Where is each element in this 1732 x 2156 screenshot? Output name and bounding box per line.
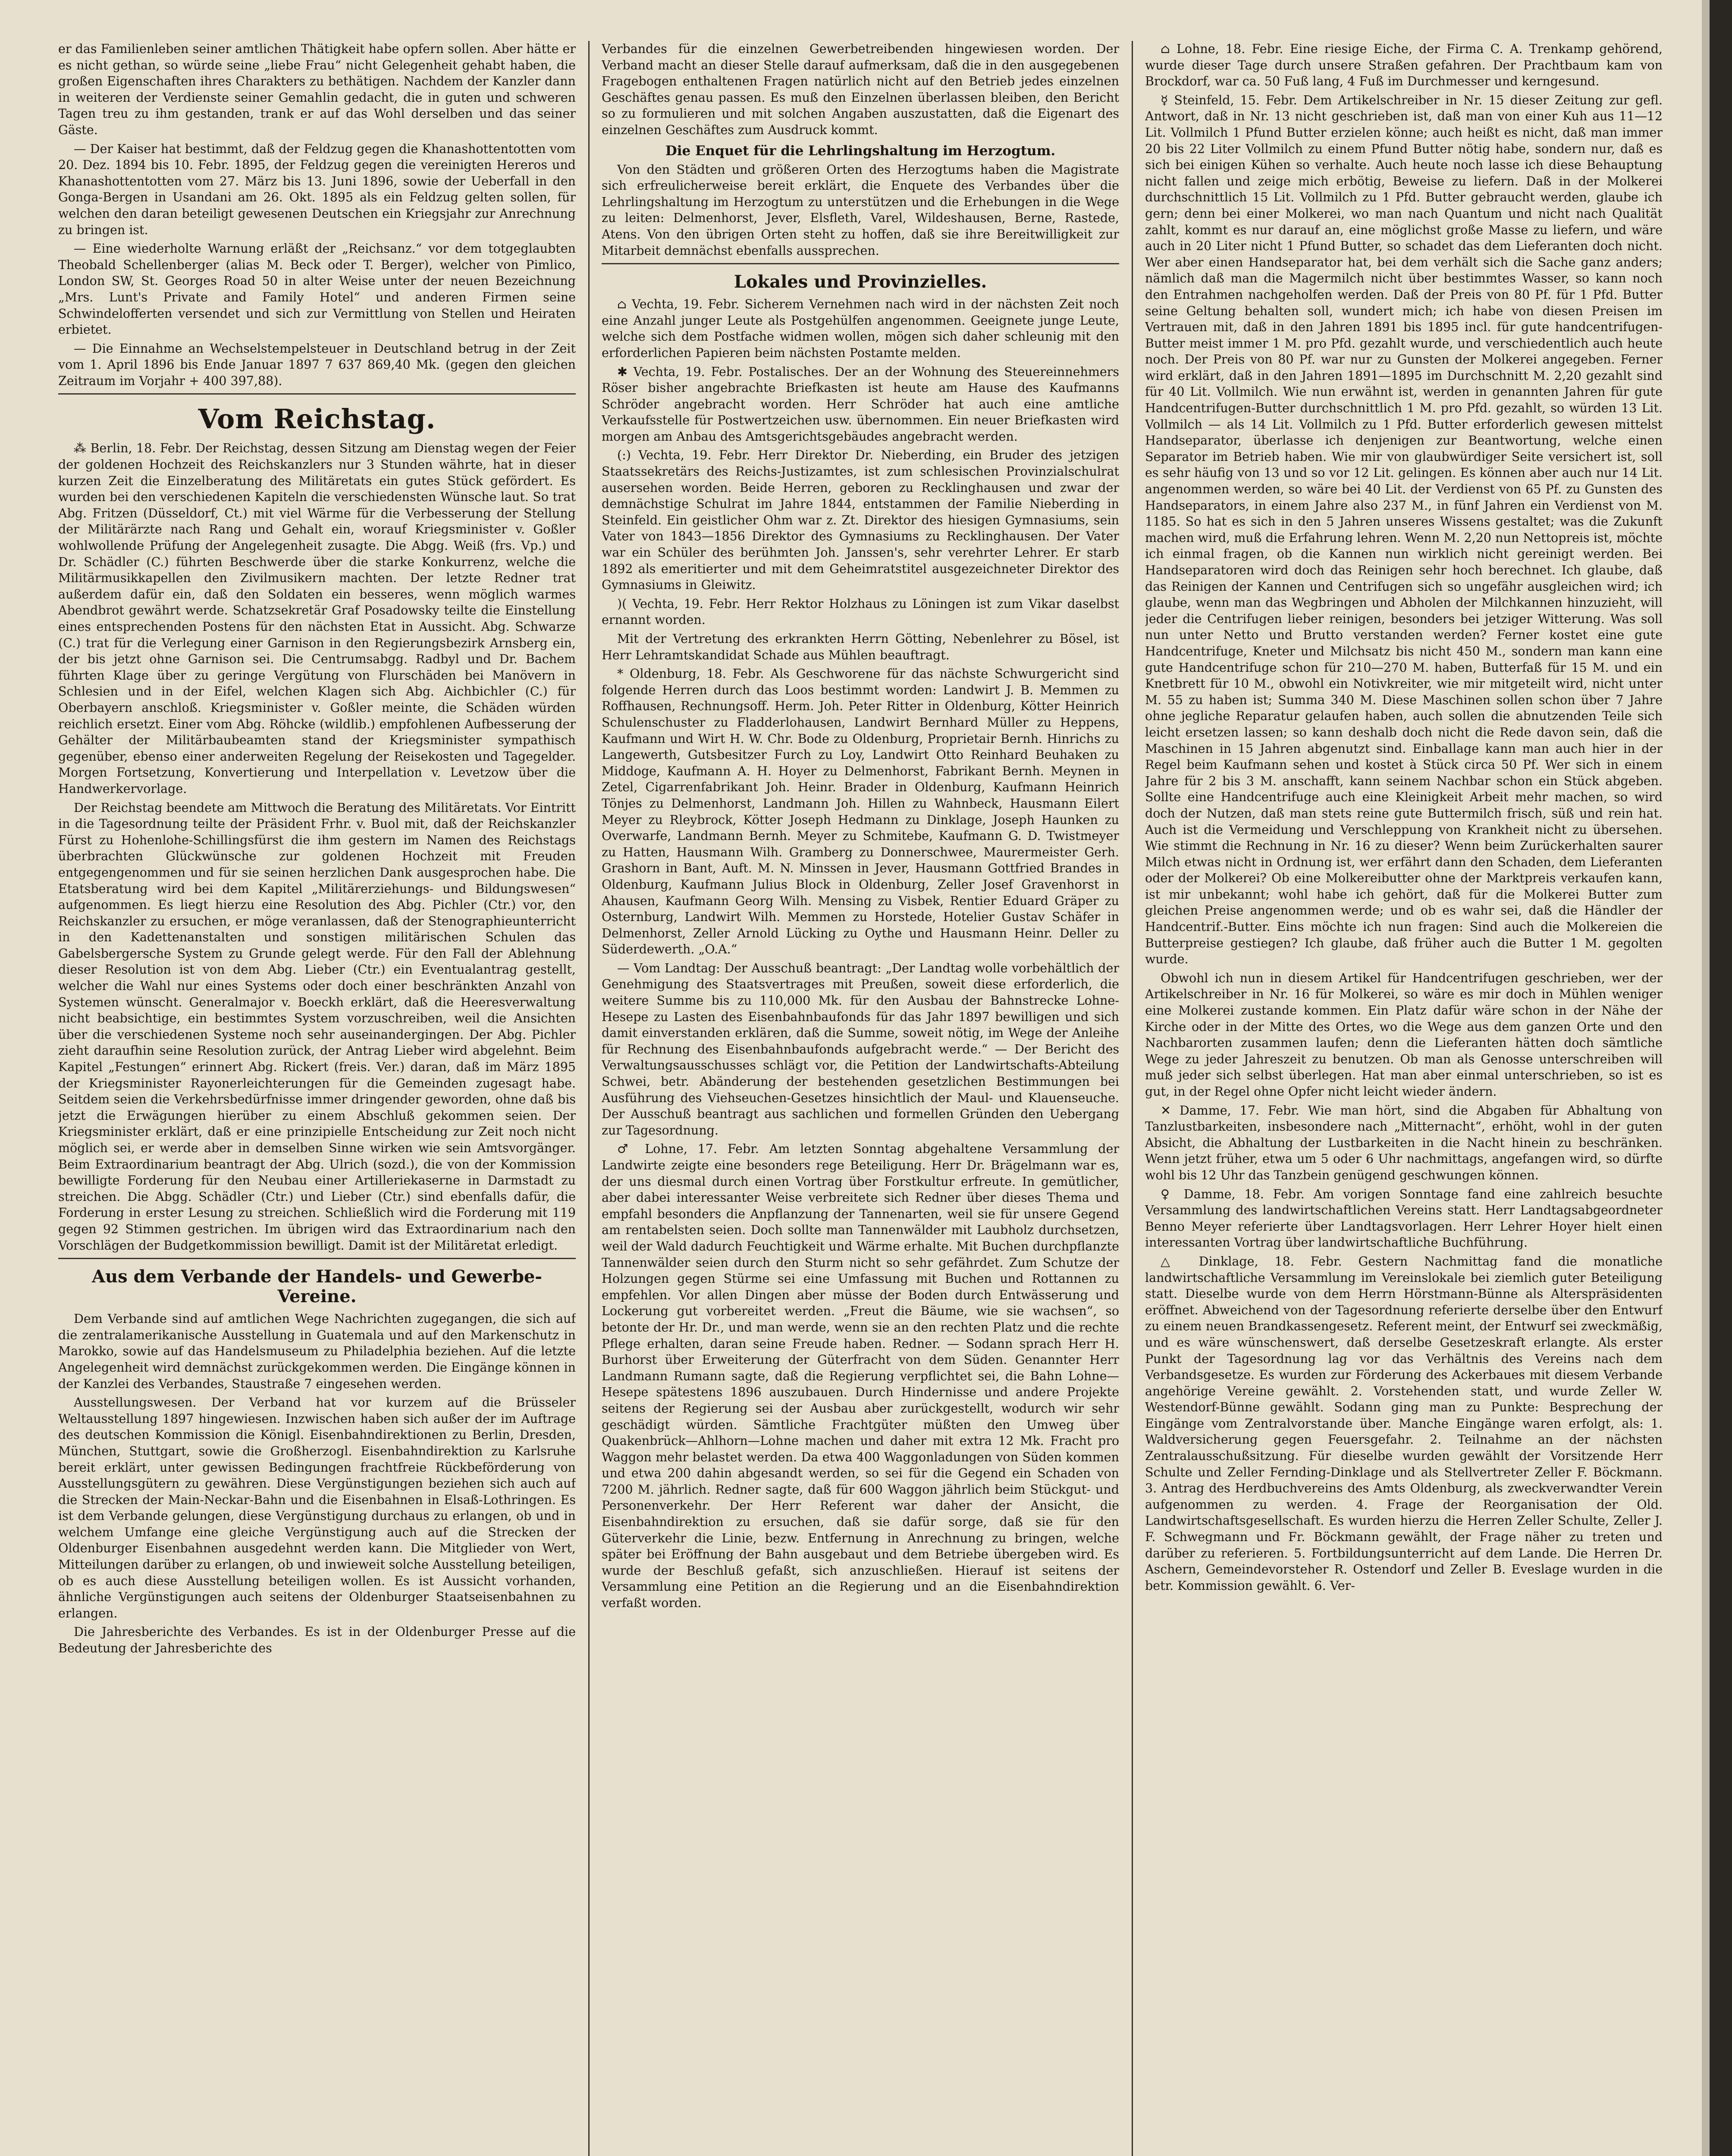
article-damme-2: ♀ Damme, 18. Febr. Am vorigen Sonntage fand eine zahlreich besuchte Versammlung des landwirtschaftlichen Vereins statt. Herr Landtagsabgeordneter Benno Meyer referierte über Landtagsvorlagen. Herr Lehrer Hoyer hielt einen interessanten Vortrag über landwirtschaftliche Buchführung. — [1145, 1187, 1663, 1250]
article-jahresberichte: Die Jahresberichte des Verbandes. Es ist in der Oldenburger Presse auf die Bedeutung der Jahresberichte des — [58, 1625, 576, 1656]
article-vechta-1: ⌂ Vechta, 19. Febr. Sicherem Vernehmen nach wird in der nächsten Zeit noch eine Anzahl junger Leute als Postgehülfen angenommen. Geeignete junge Leute, welche sich dem Postfache widmen wollen, mögen sich daher schleunig mit den erforderlichen Papieren beim nächsten Postamte melden. — [602, 297, 1119, 360]
section-heading-reichstag: Vom Reichstag. — [198, 403, 436, 435]
article-vechta-4: )( Vechta, 19. Febr. Herr Rektor Holzhaus zu Löningen ist zum Vikar daselbst ernannt worden. — [602, 596, 1119, 627]
scan-border — [1710, 0, 1732, 2156]
article-reichstag-1: ⁂ Berlin, 18. Febr. Der Reichstag, dessen Sitzung am Dienstag wegen der Feier der goldenen Hochzeit des Reichskanzlers nur 3 Stunden währte, hat in dieser kurzen Zeit die Einzelberatung des Militäretats ein gutes Stück gefördert. Es wurden bei den verschiedenen Kapiteln die verschiedensten Wünsche laut. So trat Abg. Fritzen (Düsseldorf, Ct.) mit viel Wärme für die Verbesserung der Stellung der Militärärzte nach Rang und Gehalt ein, worauf Kriegsminister v. Goßler wohlwollende Prüfung der Angelegenheit zusagte. Die Abgg. Weiß (frs. Vp.) und Dr. Schädler (C.) führten Beschwerde über die starke Konkurrenz, welche die Militärmusikkapellen den Zivilmusikern machten. Der letzte Redner trat außerdem dafür ein, daß den Soldaten ein besseres, wenn möglich warmes Abendbrot gewährt werde. Schatzsekretär Graf Posadowsky teilte die Einstellung eines entsprechenden Postens für den nächsten Etat in Aussicht. Abg. Schwarze (C.) trat für die Verlegung einer Garnison in den Regierungsbezirk Arnsberg ein, der bis jetzt ohne Garnison sei. Die Centrumsabgg. Radbyl und Dr. Bachem führten Klage über zu geringe Vergütung von Flurschäden bei Manövern in Schlesien und in der Eifel, welchen Klagen sich Abg. Aichbichler (C.) für Oberbayern anschloß. Kriegsminister v. Goßler meinte, die Schäden würden reichlich ersetzt. Einer vom Abg. Röhcke (wildlib.) empfohlenen Aufbesserung der Gehälter der Militärbaubeamten stand der Kriegsminister sympathisch gegenüber, ebenso einer anderweiten Regelung der Reisekosten und Tagegelder. Morgen Fortsetzung, Konvertierung und Interpellation v. Levetzow über die Handwerkervorlage. — [58, 441, 576, 796]
article-dinklage: △ Dinklage, 18. Febr. Gestern Nachmittag fand die monatliche landwirtschaftliche Versammlung im Vereinslokale bei ziemlich guter Beteiligung statt. Dieselbe wurde von dem Herrn Hörstmann-Bünne als Alterspräsidenten eröffnet. Abweichend von der Tagesordnung referierte derselbe über den Entwurf zu einem neuen Brandkassengesetz. Referent meint, der Entwurf sei zweckmäßig, und es wäre wünschenswert, daß derselbe Gesetzeskraft erlangte. Als erster Punkt der Tagesordnung lag vor das Verhältnis des Vereins nach dem Verbandsgesetze. Es wurden zur Förderung des Ackerbaues mit diesem Verbande angehörige Vereine gewählt. 2. Vorstehenden statt, und wurde Zeller W. Westendorf-Bünne gewählt. Sodann ging man zu Punkte: Besprechung der Eingänge vom Zentralvorstande über. Manche Eingänge waren erfolgt, als: 1. Waldversicherung gegen Feuersgefahr. 2. Teilnahme an der nächsten Zentralausschußsitzung. Für dieselbe wurden gewählt der Vorsitzende Herr Schulte und Zeller Fernding-Dinklage und als Stellvertreter Zeller F. Böckmann. 3. Antrag des Herdbuchvereins des Amts Oldenburg, als zweckverwandter Verein aufgenommen zu werden. 4. Frage der Reorganisation der Old. Landwirtschaftsgesellschaft. Es wurden hierzu die Herren Zeller Schulte, Zeller J. F. Schwegmann und Fr. Böckmann gewählt, der Frage näher zu treten und darüber zu referieren. 5. Fortbildungsunterricht auf dem Lande. Die Herren Dr. Aschern, Gemeindevorsteher R. Ostendorf und Zeller B. Eveslage wurden in die betr. Kommission gewählt. 6. Ver- — [1145, 1254, 1663, 1593]
divider — [602, 263, 1119, 264]
article-wechselstempel: — Die Einnahme an Wechselstempelsteuer in Deutschland betrug in der Zeit vom 1. April 1896 bis Ende Januar 1897 7 637 869,40 Mk. (gegen den gleichen Zeitraum im Vorjahr + 400 397,88). — [58, 341, 576, 388]
article-reichstag-2: Der Reichstag beendete am Mittwoch die Beratung des Militäretats. Vor Eintritt in die Tagesordnung teilte der Präsident Frhr. v. Buol mit, daß der Reichskanzler Fürst zu Hohenlohe-Schillingsfürst die ihm gestern im Namen des Reichstags überbrachten Glückwünsche zur goldenen Hochzeit mit Freuden entgegengenommen und für sie seinen herzlichen Dank ausgesprochen habe. Die Etatsberatung wird bei dem Kapitel „Militärerziehungs- und Bildungswesen“ aufgenommen. Es liegt hierzu eine Resolution des Abg. Pichler (Ctr.) vor, den Reichskanzler zu ersuchen, er möge veranlassen, daß der Stenographieunterricht in den Kadettenanstalten und sonstigen militärischen Schulen das Gabelsbergersche System zu Grunde gelegt werde. Für den Fall der Ablehnung dieser Resolution ist von dem Abg. Lieber (Ctr.) ein Eventualantrag gestellt, welcher die Wahl nur eines Systems oder doch einer beschränkten Anzahl von Systemen wünscht. Generalmajor v. Boeckh erklärt, daß die Heeresverwaltung nicht beabsichtige, ein bestimmtes System vorzuschreiben, weil die Ansichten über die verschiedenen Systeme noch sehr auseinandergingen. Der Abg. Pichler zieht daraufhin seine Resolution zurück, der Antrag Lieber wird abgelehnt. Beim Kapitel „Festungen“ erinnert Abg. Rickert (freis. Ver.) daran, daß im März 1895 der Kriegsminister Rayonerleichterungen für die Gemeinden zugesagt habe. Seitdem seien die Verkehrsbedürfnisse immer dringender geworden, ohne daß bis jetzt die Erwägungen hierüber zu einem Abschluß gekommen seien. Der Kriegsminister erklärt, daß er eine prinzipielle Entscheidung zur Zeit noch nicht möglich sei, er werde aber in demselben Sinne wirken wie sein Amtsvorgänger. Beim Extraordinarium beantragt der Abg. Ulrich (sozd.), die von der Kommission bewilligte Forderung für den Neubau einer Artilleriekaserne in Darmstadt zu streichen. Die Abgg. Schädler (Ctr.) und Lieber (Ctr.) sind ebenfalls dafür, die Forderung in erster Lesung zu streichen. Schließlich wird die Forderung mit 119 gegen 92 Stimmen gestrichen. Im übrigen wird das Extraordinarium nach den Vorschlägen der Budgetkommission bewilligt. Damit ist der Militäretat erledigt. — [58, 800, 576, 1253]
article-lohne-eiche: ⌂ Lohne, 18. Febr. Eine riesige Eiche, der Firma C. A. Trenkamp gehörend, wurde dieser Tage durch unsere Straßen gefahren. Der Prachtbaum kam von Brockdorf, war ca. 50 Fuß lang, 4 Fuß im Durchmesser und kerngesund. — [1145, 42, 1663, 89]
column-rule — [588, 41, 590, 2156]
column-rule — [1132, 41, 1133, 2156]
article-oldenburg: * Oldenburg, 18. Febr. Als Geschworene für das nächste Schwurgericht sind folgende Herren durch das Loos bestimmt worden: Landwirt J. B. Memmen zu Roffhausen, Rechnungsoff. Herm. Joh. Peter Ritter in Oldenburg, Kötter Heinrich Schulenschuster zu Fladderlohausen, Landwirt Bernhard Müller zu Heppens, Kaufmann und Wirt H. W. Chr. Bode zu Oldenburg, Proprietair Bernh. Hinrichs zu Langewerth, Gutsbesitzer Furch zu Loy, Landwirt Otto Reinhard Beuhaken zu Middoge, Kaufmann A. H. Hoyer zu Delmenhorst, Fabrikant Bernh. Meynen in Zetel, Cigarrenfabrikant Joh. Heinr. Brader in Oldenburg, Kaufmann Heinrich Tönjes zu Delmenhorst, Landmann Joh. Hillen zu Wahnbeck, Hausmann Eilert Meyer zu Rleybrock, Kötter Joseph Hedmann zu Dinklage, Joseph Haunken zu Overwarfe, Landmann Bernh. Meyer zu Schmitebe, Kaufmann G. D. Twistmeyer zu Hatten, Hausmann Wilh. Gramberg zu Donnerschwee, Maurermeister Gerh. Grashorn in Bant, Auft. M. N. Minssen in Jever, Hausmann Gottfried Brandes in Oldenburg, Kaufmann Julius Block in Oldenburg, Zeller Josef Gravenhorst in Ahausen, Kaufmann Georg Wilh. Mensing zu Visbek, Rentier Eduard Gräper zu Osternburg, Landwirt Wilh. Memmen zu Horstede, Hotelier Gustav Schäfer in Delmenhorst, Zeller Arnold Lücking zu Oythe und Hausmann Heinr. Deller zu Süderdewerth. „O.A.“ — [602, 667, 1119, 957]
article-vechta-2: ✱ Vechta, 19. Febr. Postalisches. Der an der Wohnung des Steuereinnehmers Röser bisher angebrachte Briefkasten ist heute am Hause des Kaufmanns Schröder angebracht worden. Herr Schröder hat auch eine amtliche Verkaufsstelle für Postwertzeichen usw. übernommen. Ein neuer Briefkasten wird morgen am Anbau des Amtsgerichtsgebäudes angebracht werden. — [602, 364, 1119, 444]
article-text: Verbandes für die einzelnen Gewerbetreibenden hingewiesen worden. Der Verband macht an dieser Stelle darauf aufmerksam, daß die in den ausgegebenen Fragebogen enthaltenen Fragen natürlich nicht auf den Betrieb jedes einzelnen Geschäftes genau passen. Es muß den Einzelnen überlassen bleiben, den Bericht so zu formulieren und mit solchen Angaben auszustatten, daß die Eigenart des einzelnen Geschäftes zum Ausdruck kommt. — [602, 42, 1119, 137]
section-heading-enquet: Die Enquet für die Lehrlingshaltung im Herzogtum. — [665, 143, 1056, 159]
article-text: er das Familienleben seiner amtlichen Thätigkeit habe opfern sollen. Aber hätte er es nicht gethan, so würde seine „liebe Frau“ nicht Gelegenheit gehabt haben, die großen Eigenschaften ihres Charakters zu bethätigen. Nachdem der Kanzler dann in weiteren der Verdienste seiner Gemahlin gedacht, die in guten und schweren Tagen treu zu ihm gestanden, trank er auf das Wohl derselben und das seiner Gäste. — [58, 42, 576, 137]
divider — [58, 1258, 576, 1259]
article-enquet: Von den Städten und größeren Orten des Herzogtums haben die Magistrate sich erfreulicherweise bereit erklärt, die Enquete des Verbandes über die Lehrlingshaltung im Herzogtum zu unterstützen und die Erhebungen in die Wege zu leiten: Delmenhorst, Jever, Elsfleth, Varel, Wildeshausen, Berne, Rastede, Atens. Von den übrigen Orten steht zu hoffen, daß sie ihre Bereitwilligkeit zur Mitarbeit demnächst ebenfalls aussprechen. — [602, 162, 1119, 258]
article-landtag: — Vom Landtag: Der Ausschuß beantragt: „Der Landtag wolle vorbehältlich der Genehmigung des Staatsvertrages mit Preußen, soweit diese erforderlich, die weitere Summe bis zu 110,000 Mk. für den Ausbau der Bahnstrecke Lohne-Hesepe zu Lasten des Eisenbahnbaufonds für das Jahr 1897 bewilligen und sich damit einverstanden erklären, daß die Summe, soweit nötig, im Wege der Anleihe für Rechnung des Eisenbahnbaufonds aufgebracht werde.“ — Der Bericht des Verwaltungsausschusses schlägt vor, die Petition der Landwirtschafts-Abteilung Schwei, betr. Abänderung der bestehenden gesetzlichen Bestimmungen bei Ausführung des Viehseuchen-Gesetzes hinsichtlich der Maul- und Klauenseuche. Der Ausschuß beantragt aus sachlichen und formellen Gründen den Uebergang zur Tagesordnung. — [602, 961, 1119, 1138]
article-vechta-3: (:) Vechta, 19. Febr. Herr Direktor Dr. Nieberding, ein Bruder des jetzigen Staatssekretärs des Reichs-Justizamtes, ist zum schlesischen Provinzialschulrat ausersehen worden. Beide Herren, geboren zu Recklinghausen und zwar der demnächstige Schulrat im Jahre 1844, entstammen der Familie Nieberding in Steinfeld. Ein geistlicher Ohm war z. Zt. Direktor des hiesigen Gymnasiums, sein Vater von 1843—1856 Direktor des Gymnasiums zu Recklinghausen. Der Vater war ein Schüler des berühmten Joh. Janssen's, sehr verehrter Lehrer. Er starb 1892 als emeritierter und mit dem Geheimratstitel ausgezeichneter Direktor des Gymnasiums in Gleiwitz. — [602, 448, 1119, 592]
article-damme-1: ✕ Damme, 17. Febr. Wie man hört, sind die Abgaben für Abhaltung von Tanzlustbarkeiten, insbesondere nach „Mitternacht“, erhöht, wohl in der guten Absicht, die Abhaltung der Lustbarkeiten in die Nacht hinein zu beschränken. Wenn jetzt früher, etwa um 5 oder 6 Uhr nachmittags, angefangen wird, so dürfte wohl bis 12 Uhr das Tanzbein genügend geschwungen können. — [1145, 1103, 1663, 1182]
divider — [58, 393, 576, 395]
article-vechta-5: Mit der Vertretung des erkrankten Herrn Götting, Nebenlehrer zu Bösel, ist Herr Lehramtskandidat Schade aus Mühlen beauftragt. — [602, 632, 1119, 662]
section-heading-lokales: Lokales und Provinzielles. — [734, 272, 987, 292]
newspaper-page — [58, 41, 1663, 2156]
scan-shadow — [1702, 0, 1710, 2156]
section-heading-verband: Aus dem Verbande der Handels- und Gewerbe-Vereine. — [92, 1266, 542, 1307]
column-3 — [1145, 41, 1663, 2156]
column-1 — [58, 41, 576, 2156]
article-ausstellungswesen: Ausstellungswesen. Der Verband hat vor kurzem auf die Brüsseler Weltausstellung 1897 hingewiesen. Inzwischen haben sich außer der im Auftrage des deutschen Kommission die Königl. Eisenbahndirektionen zu Berlin, Dresden, München, Stuttgart, sowie die Großherzogl. Eisenbahndirektion zu Karlsruhe bereit erklärt, unter gewissen Bedingungen frachtfreie Rückbeförderung von Ausstellungsgütern zu gewähren. Diese Vergünstigungen beziehen sich auch auf die Strecken der Main-Neckar-Bahn und die Eisenbahnen in Elsaß-Lothringen. Es ist dem Verbande gelungen, diese Vergünstigung durchaus zu erlangen, ob und in welchem Umfange eine gleiche Vergünstigung auch auf die Strecken der Oldenburger Eisenbahnen ausgedehnt werden kann. Die Mitglieder von Wert, Mitteilungen darüber zu erlangen, ob und inwieweit solche Ausstellung beteiligen, ob es auch diese Ausstellung beteiligen wollen. Es ist Aussicht vorhanden, ähnliche Vergünstigungen auch seitens der Oldenburger Staatseisenbahnen zu erlangen. — [58, 1395, 576, 1620]
column-2 — [602, 41, 1119, 2156]
article-steinfeld-2: Obwohl ich nun in diesem Artikel für Handcentrifugen geschrieben, wer der Artikelschreiber in Nr. 16 für Molkerei, so wäre es mir doch in Mühlen weniger eine Molkerei zustande kommen. Ein Platz dafür wäre schon in der Nähe der Kirche oder in der Mitte des Ortes, wo die Wege aus dem ganzen Orte und den Nachbarorten zusammen laufen; denn die Lieferanten hätten doch sämtliche Wege zu jeder Jahreszeit zu benutzen. Ob man als Genosse unterschreiben will muß jeder sich selbst überlegen. Hat man aber einmal unterschrieben, so ist es gut, in der Regel ohne Opfer nicht leicht wieder ändern. — [1145, 971, 1663, 1099]
article-steinfeld: ☿ Steinfeld, 15. Febr. Dem Artikelschreiber in Nr. 15 dieser Zeitung zur gefl. Antwort, daß in Nr. 13 nicht geschrieben ist, daß man von einer Kuh aus 11—12 Lit. Vollmilch 1 Pfund Butter erzielen könne; auch heißt es nicht, daß man immer 20 bis 22 Liter Vollmilch zu einem Pfund Butter nötig habe, sondern nur, daß es sich bei einigen Kühen so verhalte. Auch heute noch lasse ich diese Behauptung nicht fallen und zeige mich erbötig, Beweise zu liefern. Daß in der Molkerei durchschnittlich 15 Lit. Vollmilch zu 1 Pfd. Butter gebraucht werden, glaube ich gern; denn bei einer Molkerei, wo man nach Quantum und nicht nach Qualität zahlt, kommt es nur darauf an, eine möglichst große Masse zu liefern, und wäre auch in 20 Liter nicht 1 Pfund Butter, so schadet das dem Lieferanten doch nicht. Wer aber einen Handseparator hat, bei dem verhält sich die Sache ganz anders; nämlich daß man die Magermilch nicht über bestimmtes Wasser, so kann noch den Entrahmen nachgeholfen werden. Daß der Preis von 80 Pf. für 1 Pfd. Butter seine Geltung behalten soll, wundert mich; ich habe von diesen Preisen im Vertrauen mit, daß in den Jahren 1891 bis 1895 incl. für gute handcentrifugen-Butter meist immer 1 M. pro Pfd. gezahlt wurde, und verschiedentlich auch heute noch. Der Preis von 80 Pf. war nur zu Gunsten der Molkerei angegeben. Ferner wird erklärt, daß in den Jahren 1891—1895 im Durchschnitt M. 2,20 gezahlt sind für 40 Lit. Vollmilch. Wie nun erwähnt ist, werden in genannten Jahren für gute Handcentrifugen-Butter durchschnittlich 1 M. pro Pfd. gezahlt, so würden 13 Lit. Vollmilch — als 14 Lit. Vollmilch zu 1 Pfd. Butter erforderlich gewesen mittelst Handseparator, überlasse ich denjenigen zur Beantwortung, welche einen Separator im Betrieb haben. Wie mir von glaubwürdiger Seite versichert ist, soll es sehr häufig von 13 und so vor 12 Lit. gelingen. Es können aber auch nur 14 Lit. angenommen werden, so wäre bei 40 Lit. der Verdienst von 65 Pf. zu Gunsten des Handseparators, in einem Jahre also 237 M., in fünf Jahren ein Verdienst von M. 1185. So hat es sich in den 5 Jahren unseres Wissens gestaltet; was die Zukunft machen wird, muß die Erfahrung lehren. Wenn M. 2,20 nun Nettopreis ist, möchte ich einmal fragen, ob die Kannen nun wirklich nicht gereinigt werden. Bei Handseparatoren wird doch das Reinigen sehr hoch berechnet. Ich glaube, daß das Reinigen der Kannen und Centrifugen sich so ungefähr ausgleichen wird; ich glaube, wenn man das Wegbringen und Abholen der Milchkannen hinzuzieht, will jeder die Centrifugen lieber reinigen, besonders bei jetziger Witterung. Was soll nun unter Netto und Brutto verstanden werden? Ferner kostet eine gute Handcentrifuge, Kneter und Milchsatz bis nicht 450 M., sondern man kann eine gute Handcentrifuge schon für 210—270 M. haben, Butterfaß für 15 M. und ein Knetbrett für 10 M., obwohl ein Notivkreiter, wie mir mitgeteilt wird, nicht unter M. 55 zu haben ist; Summa 340 M. Diese Maschinen sollen schon über 7 Jahre ohne jegliche Reparatur gelaufen haben, auch sollen die abnutzenden Teile sich leicht ersetzen lassen; so kann deshalb doch nicht die Rede davon sein, daß die Maschinen in 15 Jahren abgenutzt sind. Einballage kann man auch hier in der Regel beim Kaufmann sehen und kostet à Stück circa 50 Pf. Wer sich in einem Jahre für 2 bis 3 M. anschafft, kann seinem Nachbar schon ein Stück abgeben. Sollte eine Handcentrifuge auch eine Kleinigkeit Arbeit mehr machen, so wird doch der Nutzen, daß man stets reine gute Buttermilch frisch, süß und rein hat. Auch ist die Vermeidung und Verschleppung von Krankheit nicht zu übersehen. Wie stimmt die Rechnung in Nr. 16 zu dieser? Wenn beim Zurückerhalten saurer Milch etwas nicht in Ordnung ist, wer erfährt dann den Schaden, dem Lieferanten oder der Molkerei? Ob eine Molkereibutter ohne der Marktpreis verkaufen kann, ist mir unbekannt; wohl habe ich gehört, daß für die Molkerei Butter zum gleichen Preise angenommen werde; und ob es wahr sei, daß die Händler der Handcentrif.-Butter. Eins möchte ich nun fragen: Sind auch die Molkereien die Butterpreise gestiegen? Ich glaube, daß früher auch die Butter 1 M. gegolten wurde. — [1145, 93, 1663, 967]
article-lohne: ♂ Lohne, 17. Febr. Am letzten Sonntag abgehaltene Versammlung der Landwirte zeigte eine besonders rege Beteiligung. Herr Dr. Brägelmann war es, der uns diesmal durch einen Vortrag über Forstkultur erfreute. In gemütlicher, aber dabei interessanter Weise verbreitete sich Redner über dieses Thema und empfahl besonders die Anpflanzung der Tannenarten, weil sie für unsere Gegend am rentabelsten seien. Doch sollte man Tannenwälder mit Laubholz durchsetzen, weil der Wald dadurch Feuchtigkeit und Wärme erhalte. Mit Buchen durchpflanzte Tannenwälder seien durch den Sturm nicht so sehr gefährdet. Zum Schutze der Holzungen gegen Stürme sei eine Umfassung mit Buchen und Rottannen zu empfehlen. Vor allen Dingen aber müsse der Boden durch Entwässerung und Lockerung gut vorbereitet werden. „Freut die Bäume, wie sie wachsen“, so betonte der Hr. Dr., und man werde, wenn sie an den rechten Platz und die rechte Pflege erhalten, daran seine Freude haben. Redner. — Sodann sprach Herr H. Burhorst über Erweiterung der Güterfracht von dem Süden. Genannter Herr Landmann Rumann sagte, daß die Regierung verpflichtet sei, die Bahn Lohne—Hesepe spätestens 1896 auszubauen. Durch Hindernisse und andere Projekte seitens der Regierung sei der Ausbau aber zurückgestellt, wodurch wir sehr geschädigt würden. Sämtliche Frachtgüter müßten den Umweg über Quakenbrück—Ahlhorn—Lohne machen und daher mit extra 12 Mk. Fracht pro Waggon mehr belastet werden. Da etwa 400 Waggonladungen von Süden kommen und etwa 200 dahin abgesandt werden, so sei für die Gegend ein Schaden von 7200 M. jährlich. Redner sagte, daß für 600 Waggon jährlich beim Stückgut- und Personenverkehr. Der Herr Referent war daher der Ansicht, die Eisenbahndirektion zu ersuchen, daß sie dafür sorge, daß sie für den Güterverkehr die Linie, bezw. Entfernung in Anrechnung zu bringen, welche später bei Eröffnung der Bahn ausgebaut und dem Betriebe übergeben wird. Es wurde der Beschluß gefaßt, sich anzuschließen. Hierauf ist seitens der Versammlung eine Petition an die Regierung und an die Eisenbahndirektion verfaßt worden. — [602, 1142, 1119, 1611]
article-kaiser: — Der Kaiser hat bestimmt, daß der Feldzug gegen die Khanashottentotten vom 20. Dez. 1894 bis 10. Febr. 1895, der Feldzug gegen die vereinigten Hereros und Khanashottentotten vom 27. März bis 13. Juni 1896, sowie der Ueberfall in den Gonga-Bergen in Usandani am 26. Okt. 1895 als ein Feldzug gelten sollen, für welchen den daran beteiligt gewesenen Deutschen ein Kriegsjahr zur Anrechnung zu bringen ist. — [58, 141, 576, 237]
article-verband-1: Dem Verbande sind auf amtlichen Wege Nachrichten zugegangen, die sich auf die zentralamerikanische Ausstellung in Guatemala und auf den Markenschutz in Marokko, sowie auf das Handelsmuseum zu Philadelphia beziehen. Auf die letzte Angelegenheit wird demnächst zurückgekommen werden. Die Eingänge können in der Kanzlei des Verbandes, Staustraße 7 eingesehen werden. — [58, 1312, 576, 1391]
article-warnung: — Eine wiederholte Warnung erläßt der „Reichsanz.“ vor dem totgeglaubten Theobald Schellenberger (alias M. Beck oder T. Berger), welcher von Pimlico, London SW, St. Georges Road 50 in alter Weise unter der neuen Bezeichnung „Mrs. Lunt's Private and Family Hotel“ und anderen Firmen seine Schwindelofferten versendet und sich zur Vermittlung von Stellen und Heiraten erbietet. — [58, 241, 576, 337]
